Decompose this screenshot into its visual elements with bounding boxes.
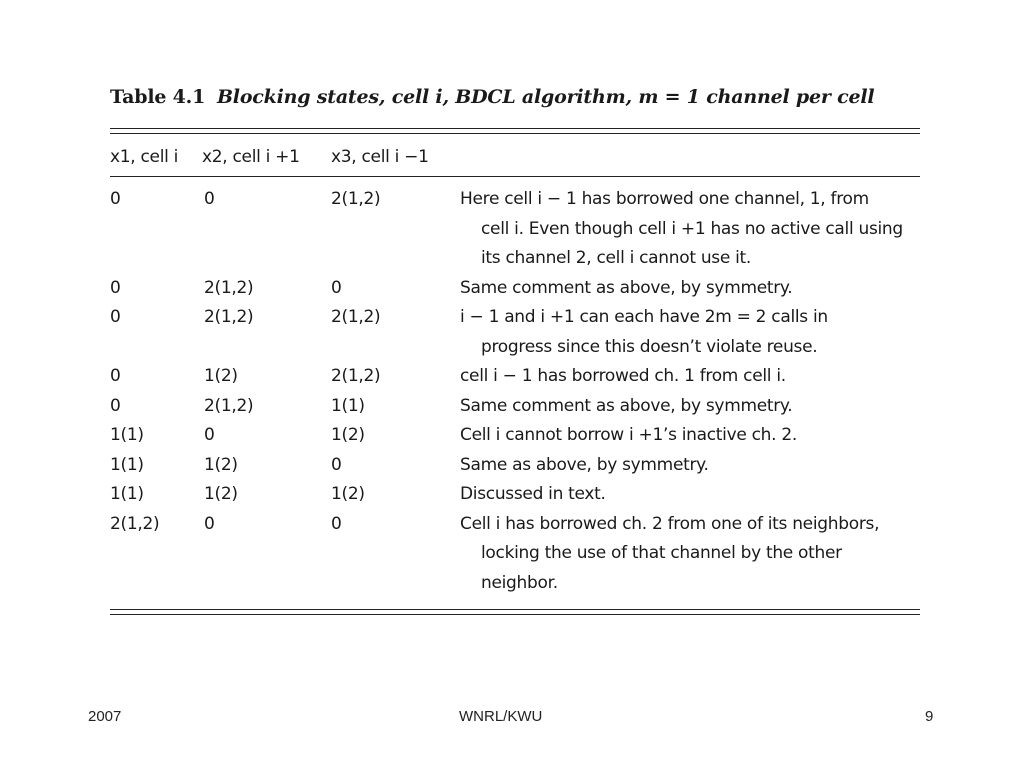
cell-x2: 2(1,2) xyxy=(204,277,254,298)
table-number: Table 4.1 xyxy=(110,86,206,108)
footer-page-number: 9 xyxy=(925,708,934,725)
cell-comment: its channel 2, cell i cannot use it. xyxy=(481,248,751,268)
cell-x3: 0 xyxy=(331,513,342,534)
cell-x3: 1(2) xyxy=(331,484,365,504)
cell-x1: 1(1) xyxy=(110,454,144,475)
cell-comment: Discussed in text. xyxy=(460,484,606,504)
cell-x2: 1(2) xyxy=(204,454,238,475)
cell-x2: 1(2) xyxy=(204,366,238,386)
cell-x3: 2(1,2) xyxy=(331,307,381,327)
cell-comment: Here cell i − 1 has borrowed one channel, 1, from xyxy=(460,189,869,209)
cell-x1: 1(1) xyxy=(110,425,144,445)
cell-x2: 2(1,2) xyxy=(204,307,254,327)
cell-comment: Same comment as above, by symmetry. xyxy=(460,277,793,298)
cell-x1: 0 xyxy=(110,189,121,209)
bottom-rule-1 xyxy=(110,609,920,610)
cell-x2: 0 xyxy=(204,513,215,534)
cell-x3: 1(2) xyxy=(331,425,365,445)
cell-comment: progress since this doesn’t violate reuse. xyxy=(481,336,818,357)
cell-x1: 2(1,2) xyxy=(110,513,160,534)
header-x1: x1, cell i xyxy=(110,147,179,167)
cell-x2: 0 xyxy=(204,189,215,209)
table-caption: Blocking states, cell i, BDCL algorithm, m = 1 channel per cell xyxy=(216,86,875,108)
cell-x3: 0 xyxy=(331,454,342,475)
bottom-rule-2 xyxy=(110,614,920,615)
cell-x2: 0 xyxy=(204,425,215,445)
cell-x1: 0 xyxy=(110,366,121,386)
cell-x2: 1(2) xyxy=(204,484,238,504)
cell-comment: Same as above, by symmetry. xyxy=(460,454,709,475)
cell-comment: Cell i has borrowed ch. 2 from one of its neighbors, xyxy=(460,513,880,534)
cell-comment: neighbor. xyxy=(481,572,558,593)
cell-comment: cell i. Even though cell i +1 has no active call using xyxy=(481,218,903,239)
cell-comment: Cell i cannot borrow i +1’s inactive ch. 2. xyxy=(460,425,797,445)
cell-x3: 2(1,2) xyxy=(331,189,381,209)
cell-comment: cell i − 1 has borrowed ch. 1 from cell i. xyxy=(460,366,786,386)
cell-x3: 1(1) xyxy=(331,395,365,416)
footer-org: WNRL/KWU xyxy=(459,708,543,725)
header-x2: x2, cell i +1 xyxy=(202,147,300,167)
cell-comment: Same comment as above, by symmetry. xyxy=(460,395,793,416)
cell-x1: 1(1) xyxy=(110,484,144,504)
cell-x3: 2(1,2) xyxy=(331,366,381,386)
cell-comment: i − 1 and i +1 can each have 2m = 2 calls in xyxy=(460,307,828,327)
header-x3: x3, cell i −1 xyxy=(331,147,429,167)
cell-x3: 0 xyxy=(331,277,342,298)
cell-x1: 0 xyxy=(110,277,121,298)
cell-x1: 0 xyxy=(110,395,121,416)
footer-year: 2007 xyxy=(88,708,122,725)
cell-comment: locking the use of that channel by the other xyxy=(481,543,842,563)
cell-x1: 0 xyxy=(110,307,121,327)
cell-x2: 2(1,2) xyxy=(204,395,254,416)
